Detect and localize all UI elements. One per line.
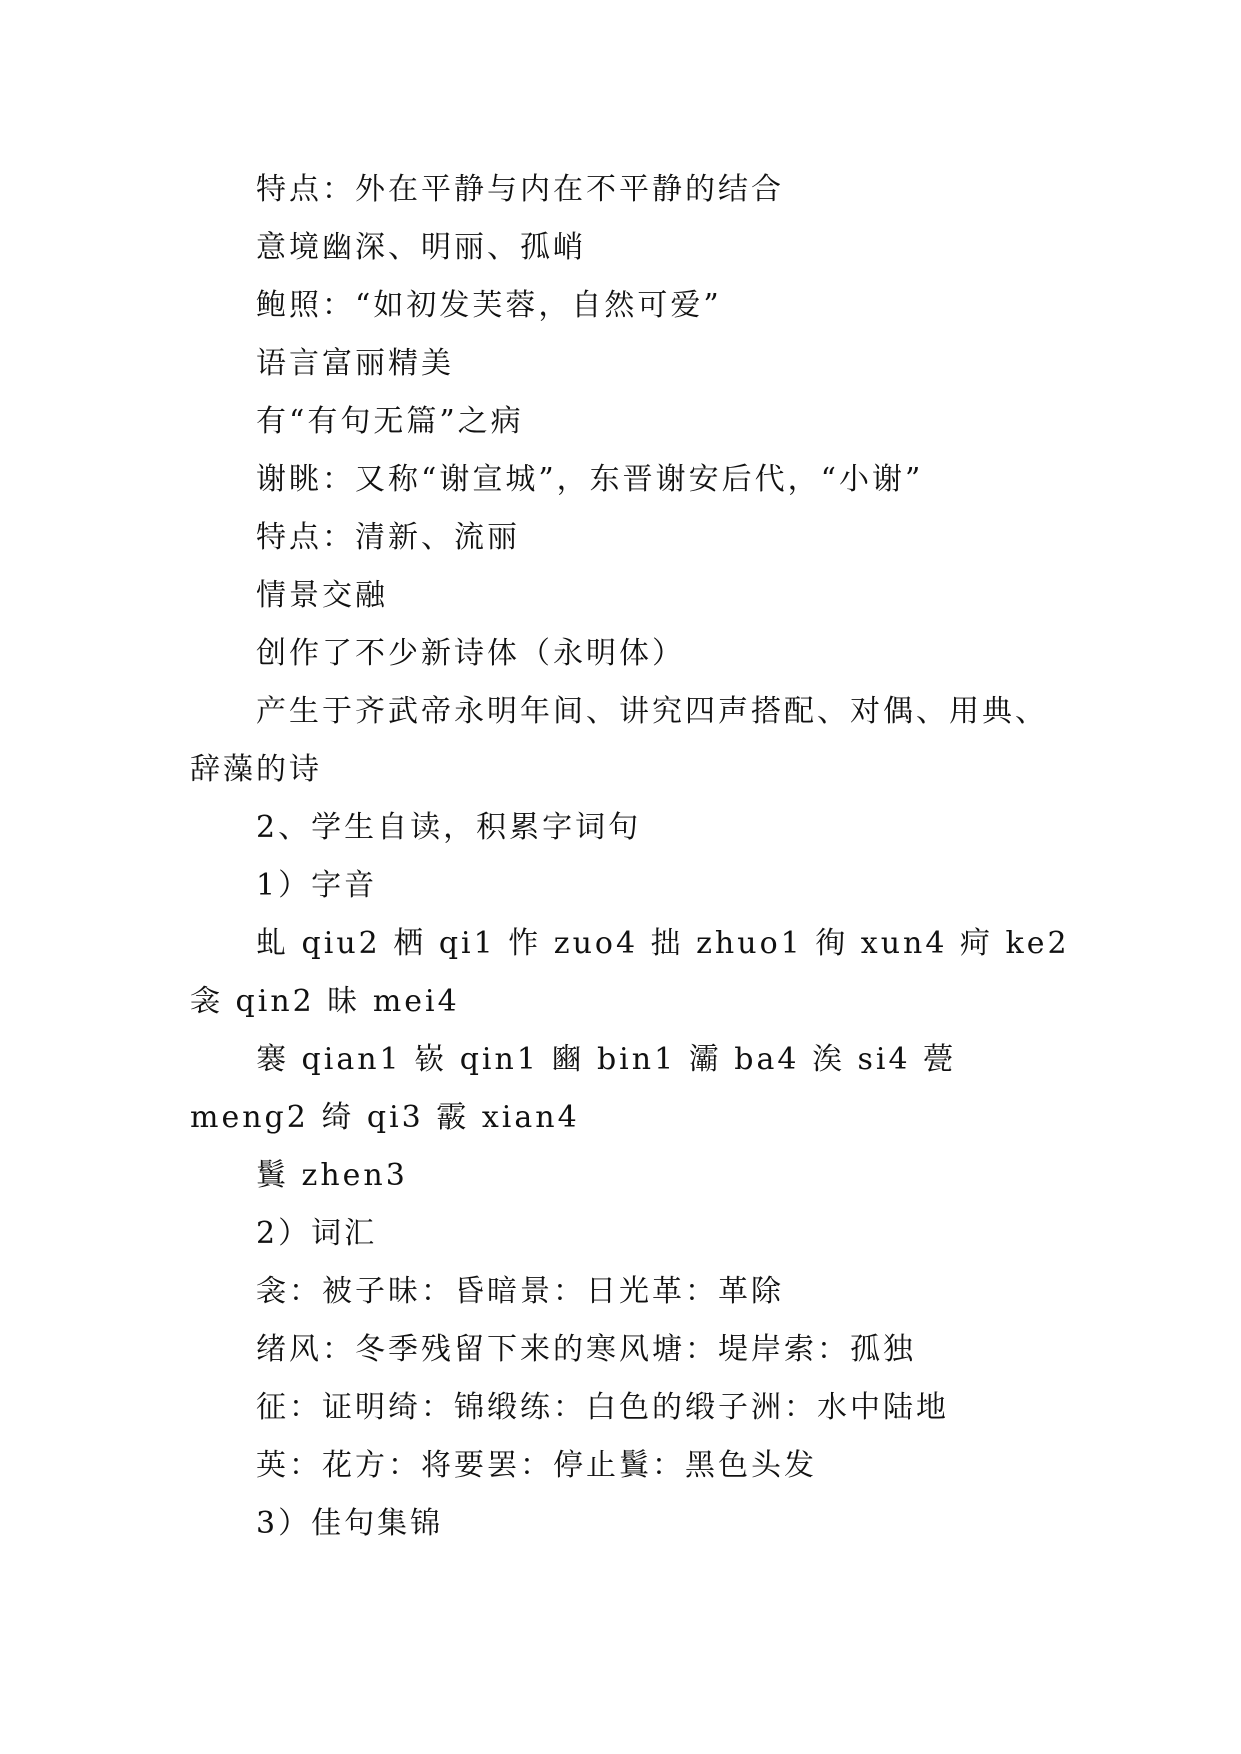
section-heading: 2、学生自读，积累字词句 — [256, 810, 642, 845]
vocabulary-line: 衾：被子昧：昏暗景：日光革：革除 — [256, 1274, 784, 1309]
pronunciation-line: 虬 qiu2 栖 qi1 怍 zuo4 拙 zhuo1 徇 xun4 疴 ke2 衾 qin2 昧 mei4 — [190, 926, 1070, 1019]
paragraph: 产生于齐武帝永明年间、讲究四声搭配、对偶、用典、辞藻的诗 — [190, 694, 1048, 787]
subsection-heading: 2）词汇 — [256, 1216, 378, 1251]
vocabulary-line: 英：花方：将要罢：停止鬒：黑色头发 — [256, 1448, 817, 1483]
paragraph: 意境幽深、明丽、孤峭 — [256, 230, 586, 265]
pronunciation-line: 褰 qian1 嵚 qin1 豳 bin1 灞 ba4 涘 si4 甍 meng2 绮 qi3 霰 xian4 — [190, 1042, 957, 1135]
subsection-heading: 3）佳句集锦 — [256, 1506, 444, 1541]
pronunciation-line: 鬒 zhen3 — [256, 1158, 408, 1193]
paragraph: 鲍照：“如初发芙蓉，自然可爱” — [256, 288, 722, 323]
paragraph: 语言富丽精美 — [256, 346, 454, 381]
subsection-heading: 1）字音 — [256, 868, 378, 903]
vocabulary-line: 绪风：冬季残留下来的寒风塘：堤岸索：孤独 — [256, 1332, 916, 1367]
paragraph: 创作了不少新诗体（永明体） — [256, 636, 685, 671]
paragraph: 特点：外在平静与内在不平静的结合 — [256, 172, 784, 207]
paragraph: 情景交融 — [256, 578, 388, 613]
paragraph: 谢眺：又称“谢宣城”，东晋谢安后代，“小谢” — [256, 462, 924, 497]
document-body — [190, 161, 1080, 1553]
paragraph: 有“有句无篇”之病 — [256, 404, 524, 439]
paragraph: 特点：清新、流丽 — [256, 520, 520, 555]
vocabulary-line: 征：证明绮：锦缎练：白色的缎子洲：水中陆地 — [256, 1390, 949, 1425]
